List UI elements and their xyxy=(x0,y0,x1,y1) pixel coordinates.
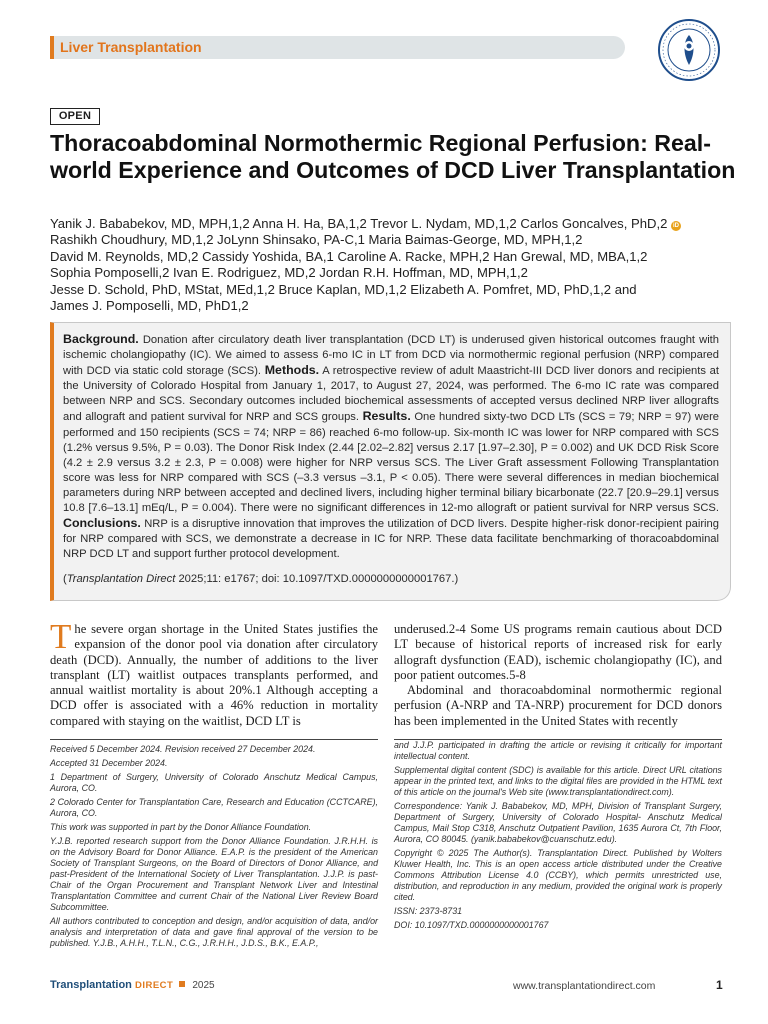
page-footer xyxy=(0,977,768,997)
square-icon xyxy=(179,981,185,987)
abstract-background: Donation after circulatory death liver transplantation (DCD LT) is underused given historical outcomes fraught with ischemic cholangiopathy (IC). We aimed to assess 6-mo IC in LT from DCD via normothermic regional perfusion (NRP) compared with DCD via static cold storage (SCS). xyxy=(63,334,720,378)
orcid-icon[interactable]: iD xyxy=(673,223,680,229)
footnote: All authors contributed to conception and design, and/or acquisition of data, and/or analysis and interpretation of data and gave final approval of the version to be published. Y.J.B., A.H.H., T.L.N., C.G., J.R.H.H., J.D.S., B.K., E.A.P., xyxy=(50,916,378,948)
author-line: Jesse D. Schold, PhD, MStat, MEd,1,2 Bruce Kaplan, MD,1,2 Elizabeth A. Pomfret, MD, PhD,1,2 and xyxy=(50,281,637,297)
author-line-text: Yanik J. Bababekov, MD, MPH,1,2 Anna H. Ha, BA,1,2 Trevor L. Nydam, MD,1,2 Carlos Goncalves, PhD,2 xyxy=(50,216,668,231)
citation-rest: 2025;11: e1767; doi: 10.1097/TXD.0000000000001767.) xyxy=(175,573,459,585)
footnote: Correspondence: Yanik J. Bababekov, MD, MPH, Division of Transplant Surgery, Department of Surgery, University of Colorado Hospital- Anschutz Medical Campus, Mail Stop C318, Anschutz Outpatient Pavilion, 1635 Aurora Ct, 7th Floor, Aurora, CO 80045. (yanik.bababekov@cuanschutz.edu). xyxy=(394,801,722,844)
footnote: Accepted 31 December 2024. xyxy=(50,758,168,768)
brand-direct: DIRECT xyxy=(134,980,174,991)
abstract-methods: A retrospective review of adult Maastricht-III DCD liver donors and recipients at the University of Colorado Hospital from January 1, 2017, to August 27, 2024, was performed. The 6-mo IC rate was compared between NRP and SCS. Secondary outcomes included biochemical assessments of accepted versus declined NRP liver allografts and allograft and patient survival for NRP and SCS groups. xyxy=(63,365,719,424)
footnote: ISSN: 2373-8731 xyxy=(394,906,463,916)
abstract-results: One hundred sixty-two DCD LTs (SCS = 79; NRP = 97) were performed and 150 recipients (SCS = 74; NRP = 86) reached 6-mo follow-up. Six-month IC was lower for NRP compared with SCS (1.2% versus 9.5%, P = 0.03). The Donor Risk Index (2.44 [2.02–2.82] versus 2.17 [1.97–2.30], P = 0.002) and UK DCD Risk Score (4.2 ± 2.9 versus 3.2 ± 2.3, P = 0.008) were higher for NRP versus SCS. The Liver Graft assessment Following Transplantation score was less for NRP compared with SCS (–3.3 versus –3.1, P < 0.05). There were several differences in median biochemical parameters during NRP between accepted and declined livers, including higher terminal biliary bicarbonate (22.7 [20.9–29.1] versus 10.8 [7.6–13.1] mEq/L, P = 0.004). There were no significant differences in 12-mo allograft or patient survival for NRP versus SCS. xyxy=(63,411,720,515)
body-right-paragraph: underused.2-4 Some US programs remain cautious about DCD LT because of historical reports of increased risk for early allograft dysfunction (EAD), ischemic cholangiopathy (IC), and poor patient outcomes.5-8 xyxy=(394,622,722,682)
footnotes-left xyxy=(50,744,378,952)
author-line: James J. Pomposelli, MD, PhD1,2 xyxy=(50,298,249,314)
footnote: and J.J.P. participated in drafting the article or revising it critically for important intellectual content. xyxy=(394,740,722,761)
footnote: Y.J.B. reported research support from the Donor Alliance Foundation. J.R.H.H. is on the Advisory Board for Donor Alliance. E.A.P. is the president of the American Society of Transplant Surgeons, on the Board of Directors of Donor Alliance, and past-President of the International Society of Liver Transplantation. J.J.P. is past-Chair of the Organ Procurement and Transplant Network Liver and Intestinal Transplantation Committee and current Chair of the National Liver Review Board Subcommittee. xyxy=(50,836,378,912)
article-title: Thoracoabdominal Normothermic Regional Perfusion: Real-world Experience and Outcomes of DCD Liver Transplantation xyxy=(50,130,736,183)
abstract-heading-results: Results. xyxy=(362,409,411,424)
abstract-citation xyxy=(63,573,719,585)
section-accent xyxy=(50,36,54,59)
body-right-column xyxy=(394,622,722,729)
section-header-bar xyxy=(50,36,625,59)
body-right-paragraph: Abdominal and thoracoabdominal normothermic regional perfusion (A-NRP and TA-NRP) procurement for DCD donors has been implemented in the United States with recently xyxy=(394,683,722,728)
footnotes-right xyxy=(394,740,722,934)
author-line xyxy=(50,216,740,232)
footnote: Supplemental digital content (SDC) is available for this article. Direct URL citations appear in the printed text, and links to the digital files are provided in the HTML text of this article on the journal's Web site (www.transplantationdirect.com). xyxy=(394,765,722,797)
brand-name: Transplantation xyxy=(50,979,132,991)
footnote: This work was supported in part by the Donor Alliance Foundation. xyxy=(50,822,312,832)
author-list xyxy=(50,216,740,314)
abstract-conclusions: NRP is a disruptive innovation that improves the utilization of DCD livers. Despite higher-risk donor-recipient pairing for NRP compared with SCS, we demonstrate a decrease in IC for NRP. These data facilitate benchmarking of thoracoabdominal NRP DCD LT and support further protocol development. xyxy=(63,518,719,561)
abstract-heading-background: Background. xyxy=(63,332,139,346)
citation-open: ( xyxy=(63,573,67,585)
journal-brand xyxy=(50,979,215,991)
body-left-text: he severe organ shortage in the United States justifies the expansion of the donor pool via donation after circulatory death (DCD). Annually, the number of additions to the liver transplant (LT) waitlist outpaces transplants performed, and annual waitlist mortality is about 20%.1 Although accepting a DCD offer is associated with a 46% reduction in mortality compared with staying on the waitlist, DCD LT is xyxy=(50,622,378,728)
author-line: Sophia Pomposelli,2 Ivan E. Rodriguez, MD,2 Jordan R.H. Hoffman, MD, MPH,1,2 xyxy=(50,265,528,281)
open-access-badge: OPEN xyxy=(50,108,100,125)
abstract-box xyxy=(50,322,731,601)
footer-year: 2025 xyxy=(192,980,215,991)
author-line: Rashikh Choudhury, MD,1,2 JoLynn Shinsako, PA-C,1 Maria Baimas-George, MD, MPH,1,2 xyxy=(50,232,583,248)
footnote: DOI: 10.1097/TXD.0000000000001767 xyxy=(394,920,549,930)
footnote: Received 5 December 2024. Revision received 27 December 2024. xyxy=(50,744,316,754)
journal-url[interactable]: www.transplantationdirect.com xyxy=(513,980,656,992)
footnote: 1 Department of Surgery, University of Colorado Anschutz Medical Campus, Aurora, CO. xyxy=(50,772,378,793)
author-line: David M. Reynolds, MD,2 Cassidy Yoshida, BA,1 Caroline A. Racke, MPH,2 Han Grewal, MD, MBA,1,2 xyxy=(50,248,648,264)
footnote: Copyright © 2025 The Author(s). Transplantation Direct. Published by Wolters Kluwer Health, Inc. This is an open access article distributed under the Creative Commons Attribution License 4.0 (CCBY), which permits unrestricted use, distribution, and reproduction in any medium, provided the original work is properly cited. xyxy=(394,848,722,902)
drop-cap: T xyxy=(50,617,72,656)
abstract-text xyxy=(63,332,719,562)
section-label: Liver Transplantation xyxy=(60,39,202,55)
abstract-heading-conclusions: Conclusions. xyxy=(63,516,141,531)
abstract-heading-methods: Methods. xyxy=(264,363,320,378)
citation-journal: Transplantation Direct xyxy=(66,573,176,585)
body-left-column xyxy=(50,617,378,729)
transplantation-society-seal-icon xyxy=(657,18,721,82)
page-number: 1 xyxy=(716,978,723,992)
footnote-rule xyxy=(50,739,378,740)
footnote: 2 Colorado Center for Transplantation Care, Research and Education (CCTCARE), Aurora, CO. xyxy=(50,797,378,818)
